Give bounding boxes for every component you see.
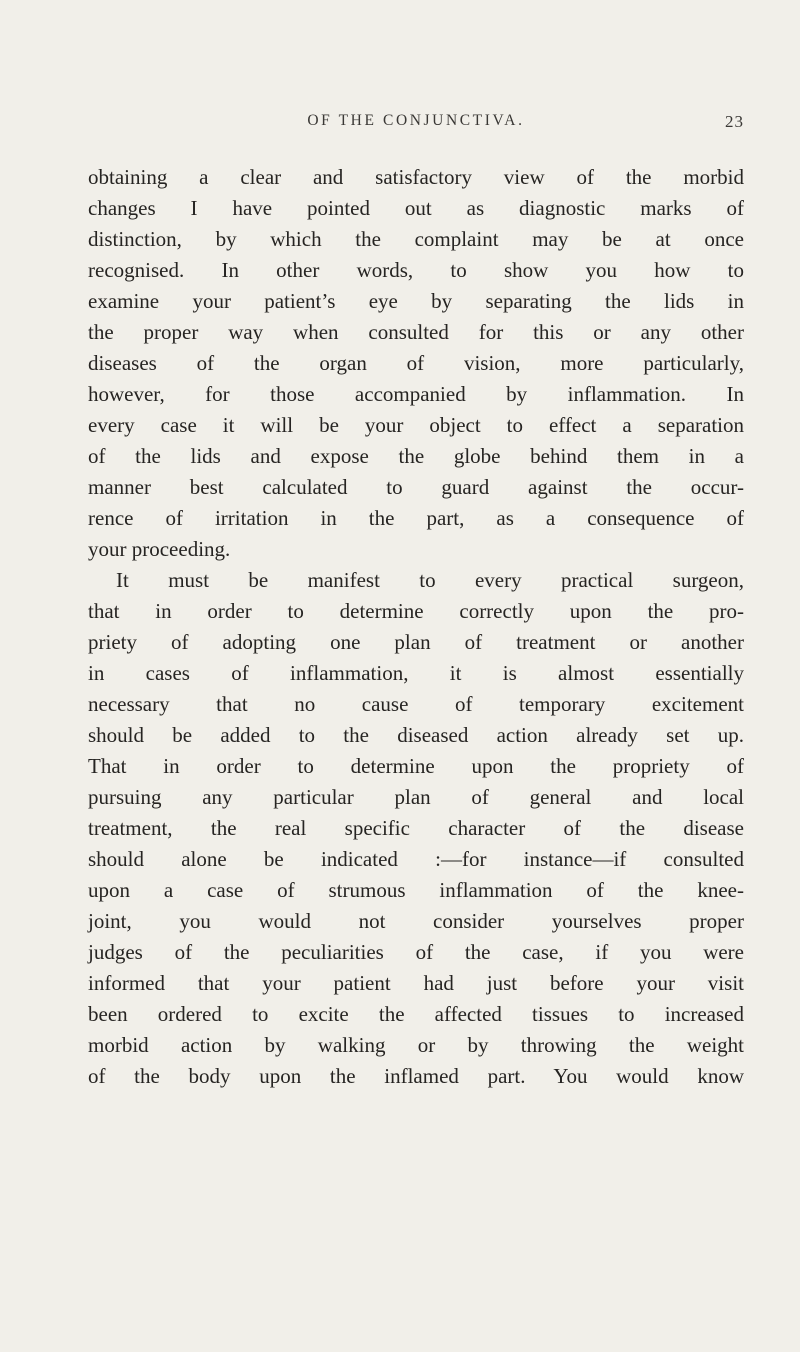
text-line: of the body upon the inflamed part. You would know: [88, 1064, 744, 1088]
text-line: should alone be indicated :—for instance—if consulted: [88, 847, 744, 871]
text-line: of the lids and expose the globe behind them in a: [88, 444, 744, 468]
text-line: treatment, the real specific character of the disease: [88, 816, 744, 840]
text-line: in cases of inflammation, it is almost essentially: [88, 661, 744, 685]
text-line: joint, you would not consider yourselves proper: [88, 909, 744, 933]
body-text: [88, 162, 744, 1092]
text-line: changes I have pointed out as diagnostic marks of: [88, 196, 744, 220]
text-line: pursuing any particular plan of general and local: [88, 785, 744, 809]
text-line: every case it will be your object to effect a separation: [88, 413, 744, 437]
text-line: manner best calculated to guard against the occur-: [88, 475, 744, 499]
running-title: OF THE CONJUNCTIVA.: [307, 112, 525, 129]
text-line: however, for those accompanied by inflammation. In: [88, 382, 744, 406]
text-line: the proper way when consulted for this or any other: [88, 320, 744, 344]
text-line: necessary that no cause of temporary excitement: [88, 692, 744, 716]
text-line: That in order to determine upon the propriety of: [88, 754, 744, 778]
text-line: diseases of the organ of vision, more particularly,: [88, 351, 744, 375]
page-number: 23: [725, 112, 744, 131]
text-line: should be added to the diseased action already set up.: [88, 723, 744, 747]
text-line: priety of adopting one plan of treatment or another: [88, 630, 744, 654]
text-line: judges of the peculiarities of the case, if you were: [88, 940, 744, 964]
text-line: recognised. In other words, to show you how to: [88, 258, 744, 282]
text-line: distinction, by which the complaint may be at once: [88, 227, 744, 251]
text-line: It must be manifest to every practical surgeon,: [116, 568, 744, 592]
text-line: morbid action by walking or by throwing the weight: [88, 1033, 744, 1057]
running-head: [88, 112, 744, 136]
text-line: rence of irritation in the part, as a consequence of: [88, 506, 744, 530]
text-line: that in order to determine correctly upon the pro-: [88, 599, 744, 623]
text-line: obtaining a clear and satisfactory view of the morbid: [88, 165, 744, 189]
text-line: upon a case of strumous inflammation of the knee-: [88, 878, 744, 902]
text-line: been ordered to excite the affected tissues to increased: [88, 1002, 744, 1026]
text-line: informed that your patient had just before your visit: [88, 971, 744, 995]
text-line: your proceeding.: [88, 537, 231, 561]
text-line: examine your patient’s eye by separating the lids in: [88, 289, 744, 313]
